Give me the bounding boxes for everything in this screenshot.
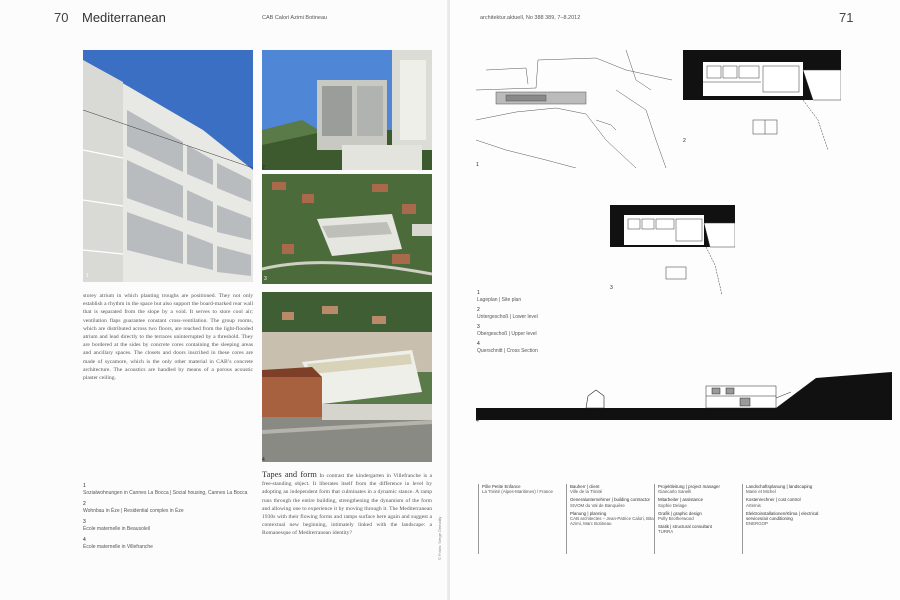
credit-item: Planung | planning CAB architectes – Jean-Patrice Calori, Bita Azimi, Marc Botineau [570,510,654,527]
left-captions [83,483,248,550]
photo-ecole-beausoleil [262,174,432,284]
photo-residential-eze [262,50,432,170]
credit-item: Generalunternehmer | building contractor SIVOM du Val de Banquière [570,497,650,508]
photo-number-1: 1 [86,273,89,279]
credit-item: Grafik | graphic design Polly Brotherwood [658,510,702,522]
caption-item: 2 Wohnbau in Èze | Residential complex in Èze [83,501,184,514]
credit-item: Projektleitung | project manager Giancarlo Sanelli [658,484,720,495]
caption-item: 3 Obergeschoß | Upper level [477,324,537,337]
credit-item: Pôle Petite Enfance La Trinité (Alpes-Maritimes) / France [482,484,554,495]
body-paragraph-1: storey atrium in which planting troughs are positioned. They not only establish a rhythm in the space but also support the board-marked rear wall that is separated from the slope by a void. It serves to store cool air; ventilation flaps guarantee constant cross-ventilation. The group rooms, which are distributed across two floors, are reached from the light-flooded atrium and lead directly to the terraces uninterrupted by a threshold. They are bordered at the sides by concrete cores containing the sleeping areas and ancillary spaces. The closets and doors inscribed in these cores are made of sycamore, which is the only other material in CAB’s concrete architecture. The acoustics are handled by means of a porous acoustic plaster ceiling. [83,293,253,382]
drawing-site-plan [476,50,672,168]
caption-item: 4 Querschnitt | Cross Section [477,341,538,354]
drawing-number-3: 3 [610,285,613,291]
section-title: Mediterranean [82,10,166,25]
credit-item: Mitarbeiter | assistance Sophie Delage [658,497,704,508]
drawing-cross-section [476,368,892,426]
credit-item: Statik | structural consultant TURRA [658,524,712,535]
caption-item: 1 Lageplan | Site plan [477,290,522,303]
caption-item: 1 Sozialwohnungen in Cannes La Bocca | Social housing, Cannes La Bocca [83,483,248,496]
left-page-number: 70 [54,10,69,25]
caption-item: 4 École maternelle in Villefranche [83,537,153,550]
body-paragraph-2-text: In contrast the kindergarten in Villefranche is a free-standing object. It liberates itself from the difference in level by adopting an independent form that culminates in a dynamic stance. A ramp runs through the entire building, strengthening the dynamism of the form and allowing one to experience it by moving through it. The Mediterranean 1930s with their flowing forms and ramps surface here again and suggest a contextual new beginning, intimately linked with the landscape: a Romanesque of Mediterranean identity? [262,473,432,537]
credit-item: Kostenrechner | cost control Artemis [746,497,801,508]
photo-number-4: 4 [262,457,265,462]
photo-social-housing [83,50,253,282]
drawing-captions [477,290,587,354]
drawing-number-4: 4 [476,418,479,424]
drawing-number-1: 1 [476,162,479,168]
photo-credit-vertical: © Fotos: Serge Demailly [437,516,442,560]
photo-number-3: 3 [264,276,267,282]
lead-heading: Tapes and form [262,469,317,479]
credit-item: Bauherr | client Ville de la Trinité [570,484,603,495]
caption-item: 2 Untergeschoß | Lower level [477,307,538,320]
article-label: CAB Calori Azimi Botineau [262,15,328,21]
credits-column [566,484,656,554]
drawing-lower-level [683,50,841,150]
photo-ecole-villefranche [262,292,432,462]
credit-item: Elektroinstallationen/Klima | electrical services/air conditioning ENERGOP [746,510,819,527]
right-page-number: 71 [839,10,854,25]
drawing-upper-level [610,205,735,295]
photo-number-2: 2 [262,165,265,170]
credit-item: Landschaftsplanung | landscaping Marie et Michel [746,484,813,495]
caption-item: 3 École maternelle in Beausoleil [83,519,150,532]
credits-column [742,484,832,554]
drawing-number-2: 2 [683,138,686,144]
journal-label: architektur.aktuell, No 388 389, 7–8.2012 [480,15,581,21]
credits-column [654,484,744,554]
project-credits [478,484,890,554]
credits-column [478,484,568,554]
body-paragraph-2 [262,470,432,538]
